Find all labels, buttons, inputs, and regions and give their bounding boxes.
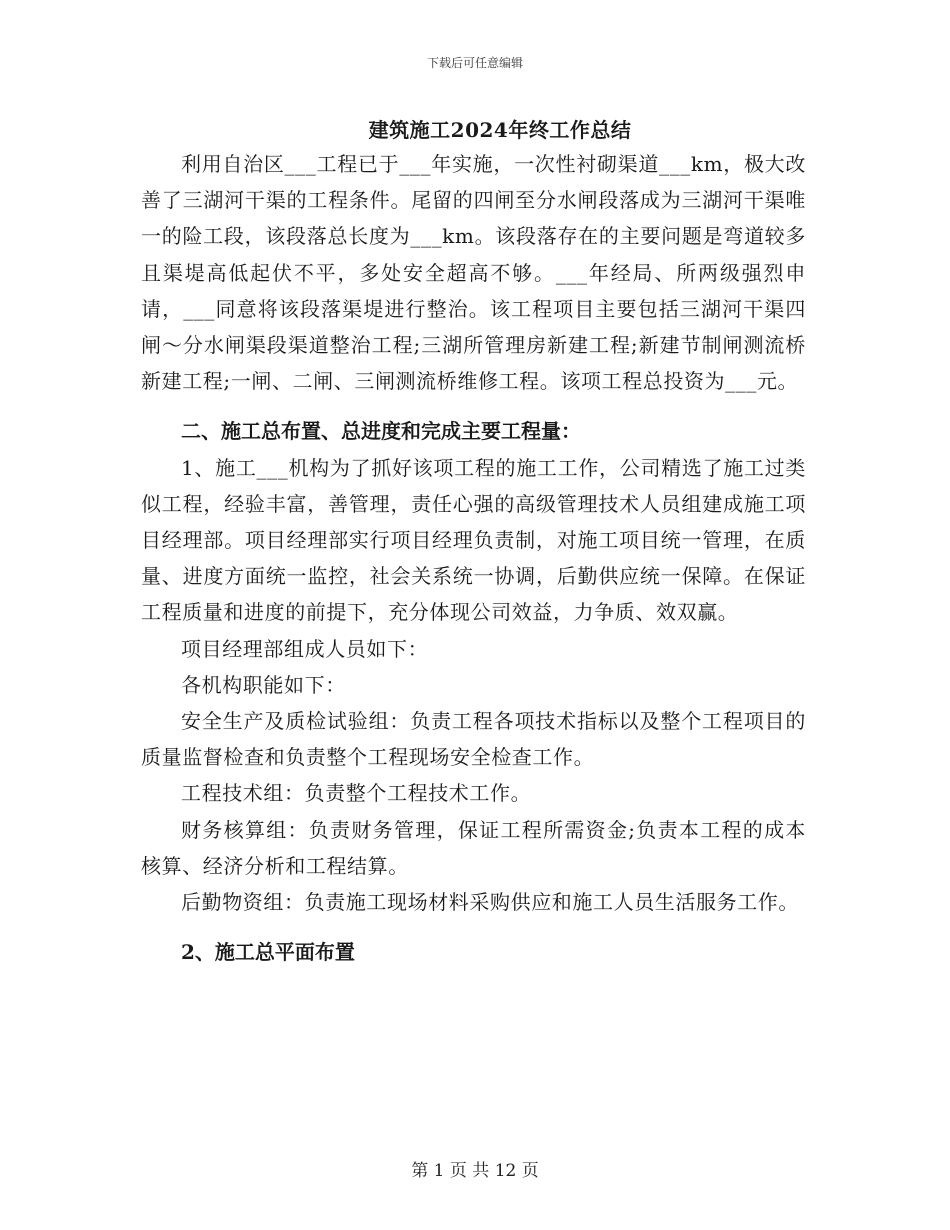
paragraph-finance-group: 财务核算组：负责财务管理，保证工程所需资金;负责本工程的成本核算、经济分析和工程结算。 [141,817,806,878]
section-heading-site-plan: 2、施工总平面布置 [181,940,355,965]
paragraph-project-overview: 利用自治区___工程已于___年实施，一次性衬砌渠道___km，极大改善了三湖河干渠的工程条件。尾留的四闸至分水闸段落成为三湖河干渠唯一的险工段，该段落总长度为___km。该段落存在的主要问题是弯道较多且渠堤高低起伏不平，多处安全超高不够。___年经局、所两级强烈申请，___同意将该段落渠堤进行整治。该工程项目主要包括三湖河干渠四闸～分水闸渠段渠道整治工程;三湖所管理房新建工程;新建节制闸测流桥新建工程;一闸、二闸、三闸测流桥维修工程。该项工程总投资为___元。 [141,152,806,394]
section-heading-construction-layout: 二、施工总布置、总进度和完成主要工程量： [181,419,581,444]
paragraph-technical-group: 工程技术组：负责整个工程技术工作。 [181,781,532,806]
document-body [141,146,806,970]
document-title: 建筑施工2024年终工作总结 [368,118,632,142]
page-number-footer: 第 1 页 共 12 页 [411,1161,539,1181]
page-header-note: 下载后可任意编辑 [426,56,523,70]
paragraph-logistics-group: 后勤物资组：负责施工现场材料采购供应和施工人员生活服务工作。 [181,890,799,915]
paragraph-department-functions: 各机构职能如下： [181,672,346,697]
paragraph-construction-organization: 1、施工___机构为了抓好该项工程的施工工作，公司精选了施工过类似工程，经验丰富，善管理，责任心强的高级管理技术人员组建成施工项目经理部。项目经理部实行项目经理负责制，对施工项目统一管理，在质量、进度方面统一监控，社会关系统一协调，后勤供应统一保障。在保证工程质量和进度的前提下，充分体现公司效益，力争质、效双赢。 [141,455,806,625]
paragraph-team-members: 项目经理部组成人员如下： [181,636,429,661]
paragraph-safety-quality-group: 安全生产及质检试验组：负责工程各项技术指标以及整个工程项目的质量监督检查和负责整个工程现场安全检查工作。 [141,709,806,770]
